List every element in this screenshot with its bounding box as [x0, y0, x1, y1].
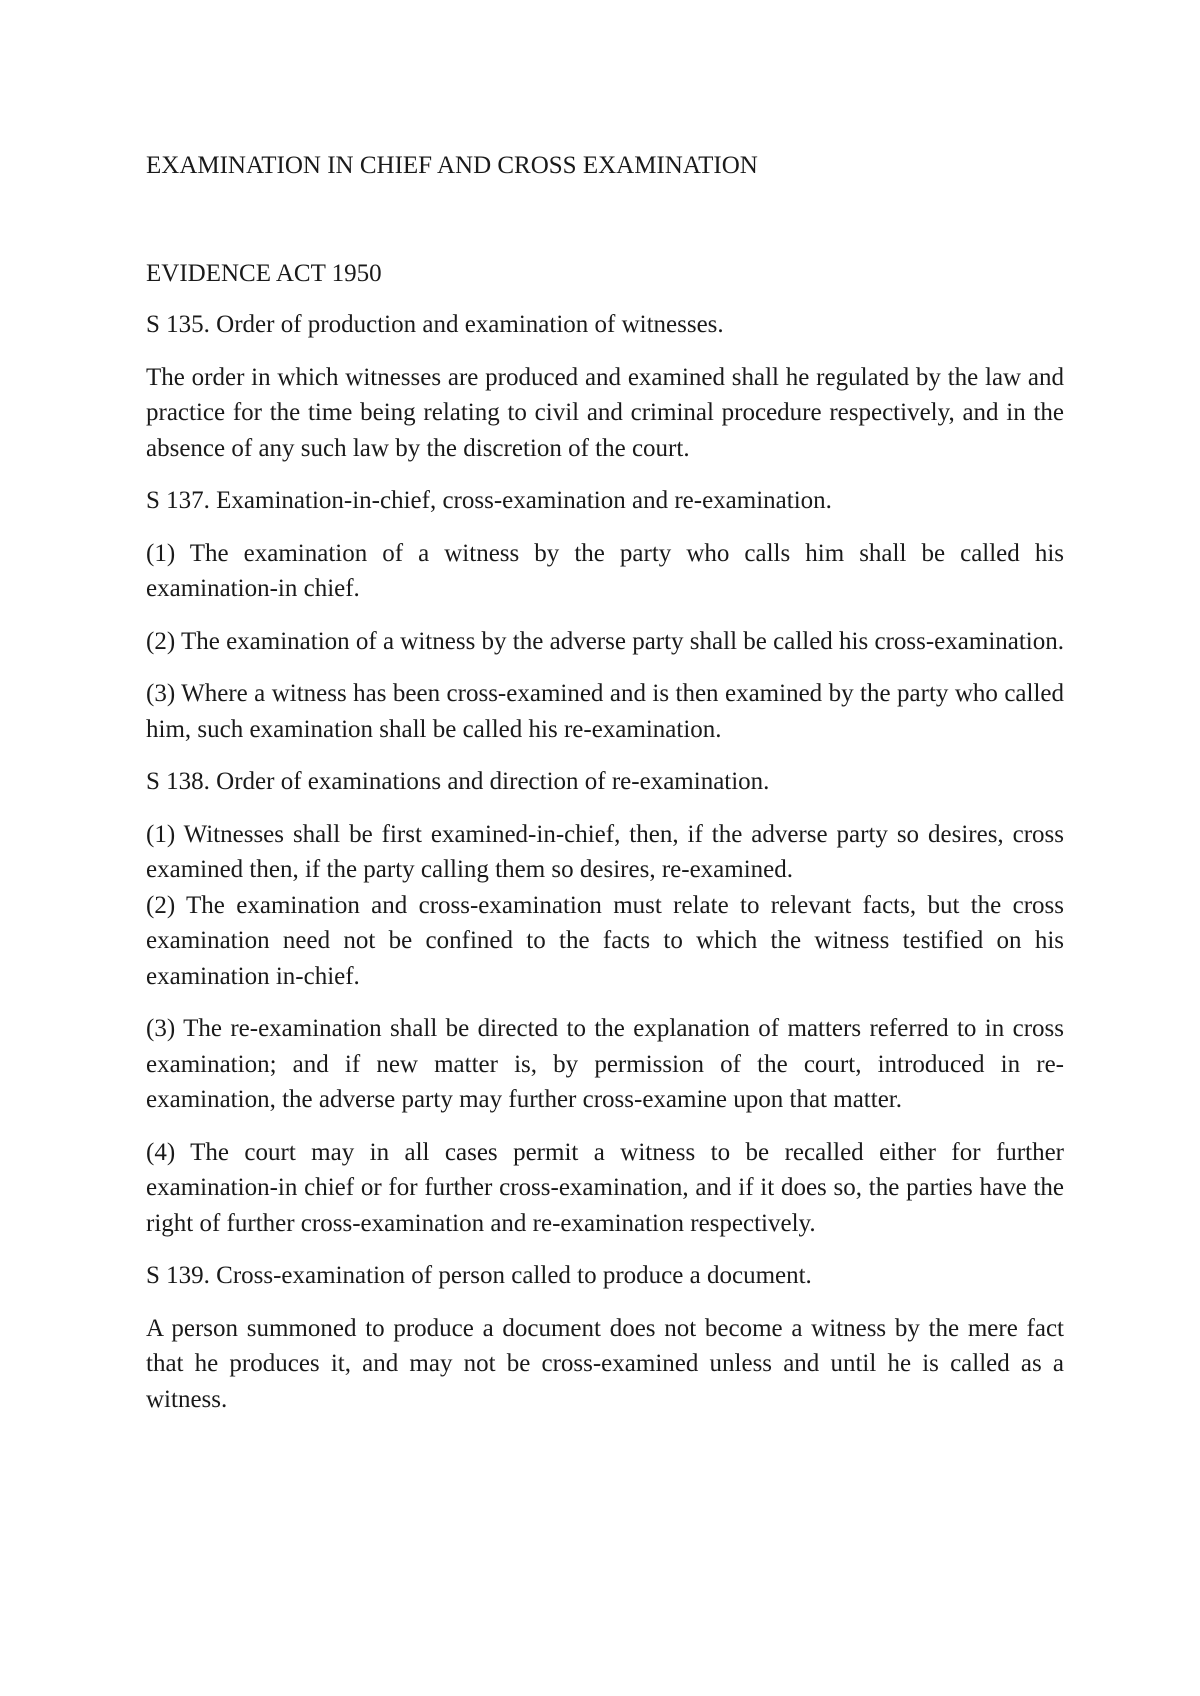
section-137-subsection-3: (3) Where a witness has been cross-examined and is then examined by the party who called him, such examination shall be called his re-examination. — [146, 680, 1064, 743]
section-137-heading: S 137. Examination-in-chief, cross-examination and re-examination. — [146, 487, 832, 514]
section-135-heading: S 135. Order of production and examination of witnesses. — [146, 311, 724, 338]
document-body — [146, 148, 1064, 1434]
section-137-subsection-1: (1) The examination of a witness by the party who calls him shall be called his examination-in chief. — [146, 539, 1064, 602]
section-138-subsection-3: (3) The re-examination shall be directed to the explanation of matters referred to in cross examination; and if new matter is, by permission of the court, introduced in re-examination, the adverse party may further cross-examine upon that matter. — [146, 1015, 1064, 1113]
section-138-subsection-4: (4) The court may in all cases permit a witness to be recalled either for further examination-in chief or for further cross-examination, and if it does so, the parties have the right of further cross-examination and re-examination respectively. — [146, 1138, 1064, 1237]
document-title: EXAMINATION IN CHIEF AND CROSS EXAMINATION — [146, 152, 758, 179]
section-138-heading: S 138. Order of examinations and direction of re-examination. — [146, 768, 770, 795]
section-138-subsection-2: (2) The examination and cross-examination must relate to relevant facts, but the cross examination need not be confined to the facts to which the witness testified on his examination in-chief. — [146, 891, 1064, 990]
act-title: EVIDENCE ACT 1950 — [146, 259, 382, 287]
section-139-heading: S 139. Cross-examination of person called to produce a document. — [146, 1262, 812, 1289]
section-138-subsection-1: (1) Witnesses shall be first examined-in-chief, then, if the adverse party so desires, cross examined then, if the party calling them so desires, re-examined. — [146, 820, 1064, 883]
section-139-text: A person summoned to produce a document does not become a witness by the mere fact that he produces it, and may not be cross-examined unless and until he is called as a witness. — [146, 1314, 1064, 1413]
section-137-subsection-2: (2) The examination of a witness by the adverse party shall be called his cross-examination. — [146, 627, 1065, 655]
section-135-text: The order in which witnesses are produced and examined shall he regulated by the law and practice for the time being relating to civil and criminal procedure respectively, and in the absence of any such law by the discretion of the court. — [146, 363, 1064, 462]
